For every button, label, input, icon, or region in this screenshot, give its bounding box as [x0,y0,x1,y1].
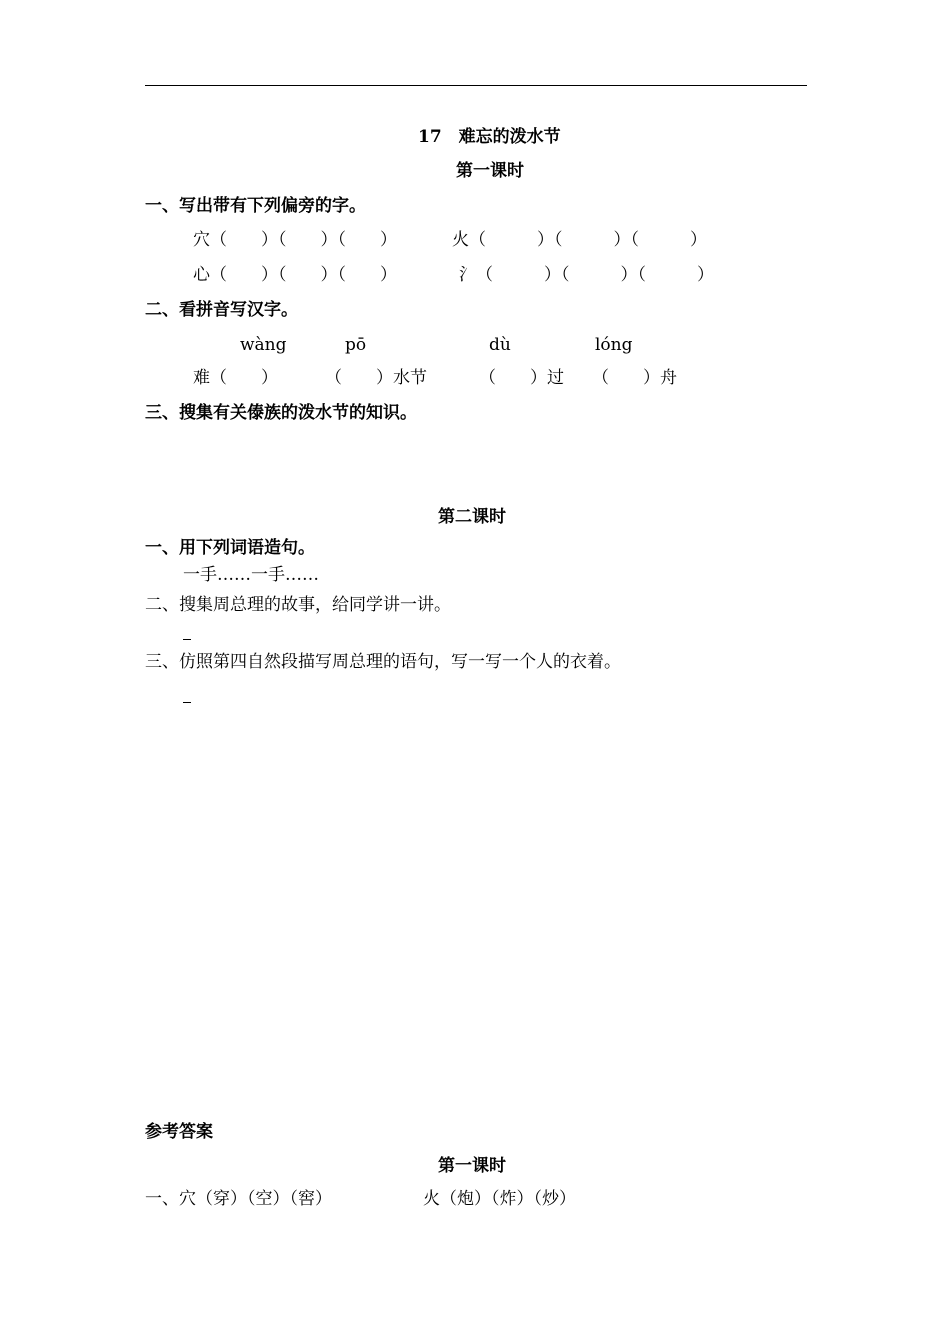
pinyin-4: lóng [595,335,633,355]
pinyin-2: pō [345,335,367,355]
lesson2-q1-phrase: 一手……一手…… [183,565,319,585]
lesson1-q3-label: 三、搜集有关傣族的泼水节的知识。 [145,403,417,423]
word-2: （ ）水节 [325,368,427,388]
radical-row1-left: 穴（ ）（ ）（ ） [193,230,397,250]
page-title: 17 难忘的泼水节 [418,127,561,147]
answers-line1-right: 火（炮）（炸）（炒） [423,1189,576,1209]
answers-label: 参考答案 [145,1122,213,1142]
header-rule [145,85,807,86]
lesson1-q2-label: 二、看拼音写汉字。 [145,300,298,320]
radical-row2-right: 氵（ ）（ ）（ ） [459,265,714,285]
lesson2-q2-label: 二、搜集周总理的故事，给同学讲一讲。 [145,595,451,615]
lesson2-heading: 第二课时 [438,507,506,527]
answer-blank-2 [183,702,191,703]
radical-row2-left: 心（ ）（ ）（ ） [193,265,397,285]
lesson1-q1-label: 一、写出带有下列偏旁的字。 [145,196,366,216]
radical-row1-right: 火（ ）（ ）（ ） [452,230,707,250]
word-4: （ ）舟 [592,368,677,388]
answer-blank-1 [183,639,191,640]
answers-heading: 第一课时 [438,1156,506,1176]
answers-line1-left: 一、穴（穿）（空）（窖） [145,1189,332,1209]
word-1: 难（ ） [193,368,278,388]
pinyin-3: dù [489,335,511,355]
lesson1-heading: 第一课时 [456,161,524,181]
pinyin-1: wàng [240,335,287,355]
lesson2-q1-label: 一、用下列词语造句。 [145,538,315,558]
word-3: （ ）过 [479,368,564,388]
lesson2-q3-label: 三、仿照第四自然段描写周总理的语句，写一写一个人的衣着。 [145,652,621,672]
